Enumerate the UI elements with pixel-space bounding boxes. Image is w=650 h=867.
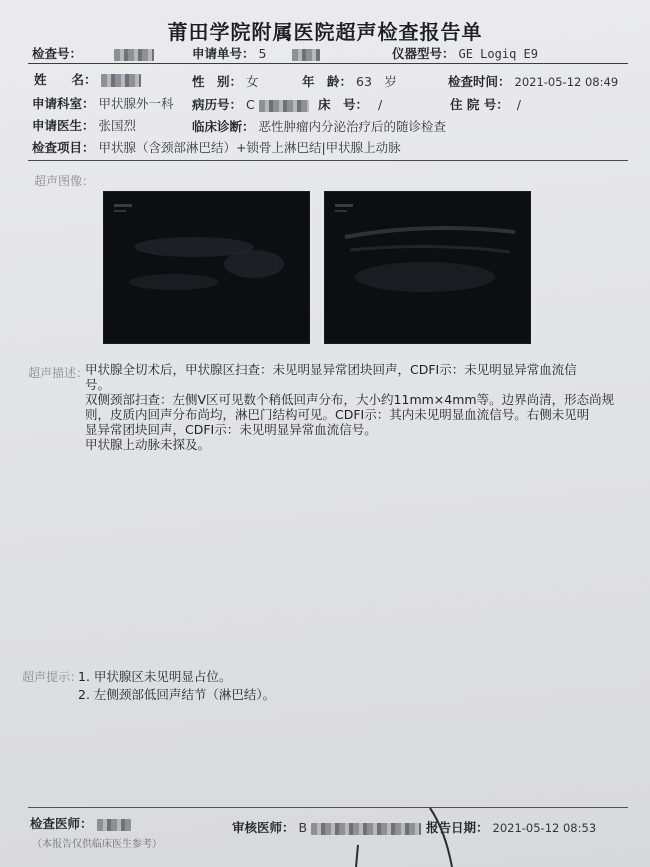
doctor-value: 张国烈 xyxy=(98,118,137,133)
item-value: 甲状腺（含颈部淋巴结）+锁骨上淋巴结|甲状腺上动脉 xyxy=(98,140,401,155)
exam-time-value: 2021-05-12 08:49 xyxy=(514,75,619,89)
header-divider xyxy=(28,63,628,64)
ultrasound-image-2 xyxy=(325,192,530,343)
age-value: 63 岁 xyxy=(356,74,397,89)
age-label: 年 龄： xyxy=(302,74,353,89)
admission-value: / xyxy=(516,97,521,112)
report-date-label: 报告日期： xyxy=(426,820,489,835)
desc-body xyxy=(85,362,615,452)
exam-no-redacted xyxy=(114,49,154,61)
signature-stroke xyxy=(340,800,480,867)
exam-doctor-field xyxy=(30,814,131,832)
record-label: 病历号： xyxy=(192,97,243,112)
hint-line-2: 2. 左侧颈部低回声结节（淋巴结）。 xyxy=(78,687,276,702)
device-value: GE Logiq E9 xyxy=(458,47,538,61)
admission-field xyxy=(450,95,521,113)
report-title: 莆田学院附属医院超声检查报告单 xyxy=(167,20,483,44)
doctor-label: 申请医生： xyxy=(32,118,95,133)
review-doctor-prefix: B xyxy=(298,820,308,835)
bed-label: 床 号： xyxy=(318,97,369,112)
ultrasound-image-1-texture xyxy=(104,192,309,343)
desc-line: 号。 xyxy=(85,377,111,392)
desc-line: 显异常团块回声，CDFI示：未见明显异常血流信号。 xyxy=(85,422,377,437)
bed-field xyxy=(318,95,382,113)
exam-time-field xyxy=(448,72,618,90)
record-redacted xyxy=(259,100,309,112)
hint-line-1: 1. 甲状腺区未见明显占位。 xyxy=(78,669,232,684)
gender-field xyxy=(192,72,259,90)
name-label: 姓 名： xyxy=(34,72,97,87)
device-label: 仪器型号： xyxy=(392,46,455,61)
dept-value: 甲状腺外一科 xyxy=(98,96,174,111)
desc-label: 超声描述： xyxy=(28,366,89,380)
apply-no-field xyxy=(192,44,320,62)
apply-no-label: 申请单号： xyxy=(192,46,255,61)
exam-time-label: 检查时间： xyxy=(448,74,511,89)
image-label: 超声图像： xyxy=(34,174,95,188)
diagnosis-field xyxy=(192,117,446,135)
exam-no-field xyxy=(32,44,154,62)
ultrasound-image-1 xyxy=(104,192,309,343)
ultrasound-image-2-texture xyxy=(325,192,530,343)
desc-line: 则，皮质内回声分布尚均，淋巴门结构可见。CDFI示：其内未见明显血流信号。右侧未见明 xyxy=(85,407,590,422)
exam-no-label: 检查号： xyxy=(32,46,83,61)
item-field xyxy=(32,138,401,156)
apply-no-redacted xyxy=(292,49,320,61)
device-field xyxy=(392,44,538,62)
item-divider xyxy=(28,160,628,161)
desc-line: 甲状腺全切术后，甲状腺区扫查：未见明显异常团块回声，CDFI示：未见明显异常血流信 xyxy=(85,362,577,377)
desc-line: 双侧颈部扫查：左侧V区可见数个稍低回声分布，大小约11mm×4mm等。边界尚清，形态尚规 xyxy=(85,392,615,407)
gender-value: 女 xyxy=(246,74,259,89)
name-field xyxy=(34,70,141,88)
gender-label: 性 别： xyxy=(192,74,243,89)
desc-line: 甲状腺上动脉未探及。 xyxy=(85,437,211,452)
report-date-value: 2021-05-12 08:53 xyxy=(492,821,597,835)
bed-value: / xyxy=(378,97,383,112)
diagnosis-value: 恶性肿瘤内分泌治疗后的随诊检查 xyxy=(258,119,447,134)
footer-divider xyxy=(28,807,628,808)
footer-note: （本报告仅供临床医生参考） xyxy=(32,839,162,850)
age-field xyxy=(302,72,397,90)
record-field xyxy=(192,95,309,113)
review-doctor-label: 审核医师： xyxy=(232,820,295,835)
hint-label: 超声提示： xyxy=(22,670,83,684)
doctor-field xyxy=(32,116,136,134)
name-redacted xyxy=(101,74,141,87)
record-prefix: C xyxy=(246,97,255,112)
item-label: 检查项目： xyxy=(32,140,95,155)
dept-field xyxy=(32,94,174,112)
apply-no-prefix: 5 xyxy=(258,46,267,61)
admission-label: 住 院 号： xyxy=(450,97,509,112)
diagnosis-label: 临床诊断： xyxy=(192,119,255,134)
exam-doctor-label: 检查医师： xyxy=(30,816,93,831)
dept-label: 申请科室： xyxy=(32,96,95,111)
exam-doctor-redacted xyxy=(97,819,131,831)
